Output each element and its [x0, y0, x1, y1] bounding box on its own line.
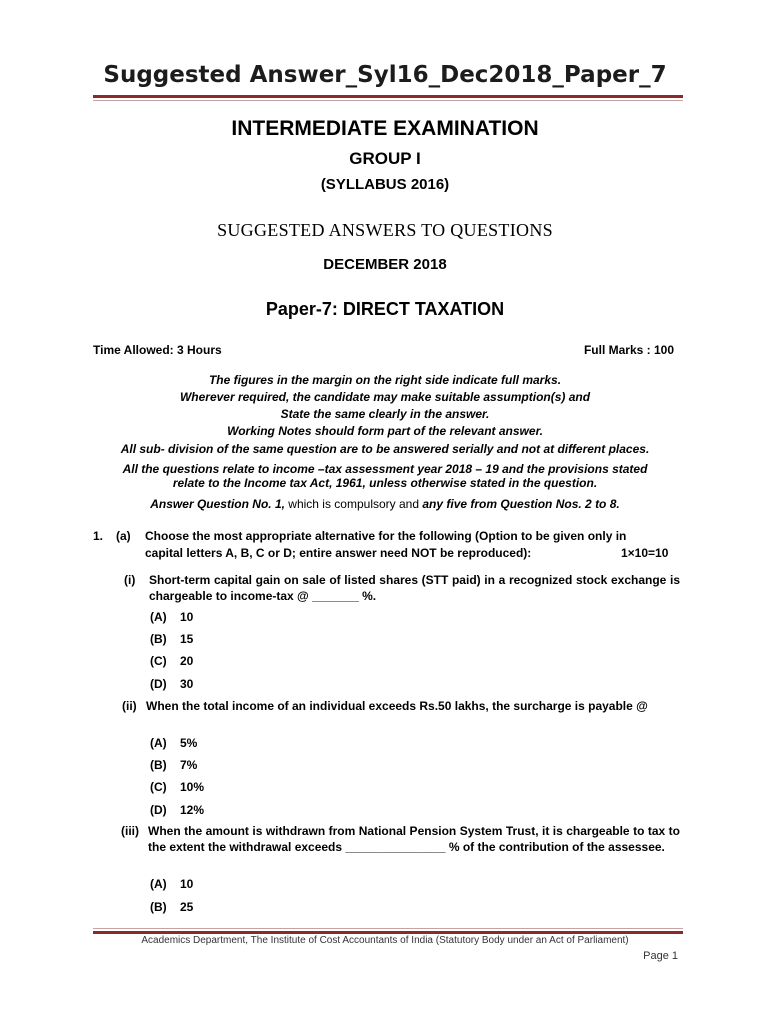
question-part: (a): [116, 529, 131, 543]
instruction-line: The figures in the margin on the right side indicate full marks.: [208, 373, 562, 387]
question-instruction-line1: Choose the most appropriate alternative for the following (Option to be given only in: [145, 529, 627, 543]
subquestion-text: When the amount is withdrawn from National Pension System Trust, it is chargeable to tax to the extent the withdrawal exceeds _______________ % of the contribution of the assessee.: [148, 824, 680, 854]
option-value: 10: [180, 610, 194, 624]
footer-rule-thin: [93, 928, 683, 929]
instruction-line: Working Notes should form part of the relevant answer.: [227, 424, 543, 438]
subquestion-number: (iii): [121, 824, 139, 838]
document-header-title: Suggested Answer_Syl16_Dec2018_Paper_7: [103, 62, 667, 88]
subquestion-number: (i): [124, 573, 136, 587]
option-label: (B): [150, 758, 167, 772]
option-label: (A): [150, 877, 167, 891]
footer-rule: [93, 931, 683, 934]
option-label: (C): [150, 654, 167, 668]
question-number: 1.: [93, 529, 104, 543]
instruction-line: All sub- division of the same question are to be answered serially and not at different places.: [120, 442, 650, 456]
option-label: (D): [150, 677, 167, 691]
option-value: 30: [180, 677, 194, 691]
option-value: 10: [180, 877, 194, 891]
instruction-line: State the same clearly in the answer.: [280, 407, 490, 421]
answer-instruction: [0, 497, 770, 511]
exam-month: DECEMBER 2018: [323, 256, 447, 273]
option-value: 15: [180, 632, 194, 646]
subquestion-number: (ii): [122, 699, 137, 713]
option-value: 10%: [180, 780, 205, 794]
full-marks: Full Marks : 100: [583, 343, 674, 357]
exam-title: INTERMEDIATE EXAMINATION: [231, 117, 539, 140]
header-rule-thin: [93, 100, 683, 101]
group-title: GROUP I: [349, 149, 421, 168]
option-label: (D): [150, 803, 167, 817]
answer-instruction-prefix: Answer Question No. 1,: [150, 497, 289, 511]
subquestion-text: When the total income of an individual exceeds Rs.50 lakhs, the surcharge is payable @: [146, 699, 648, 713]
footer-text: Academics Department, The Institute of Cost Accountants of India (Statutory Body under an Act of Parliament): [141, 935, 629, 946]
instruction-line: Wherever required, the candidate may make suitable assumption(s) and: [179, 390, 591, 404]
option-label: (C): [150, 780, 167, 794]
suggested-answers-title: SUGGESTED ANSWERS TO QUESTIONS: [217, 220, 553, 240]
answer-instruction-mid: which is compulsory and: [288, 497, 423, 511]
header-rule: [93, 95, 683, 98]
answer-instruction-suffix: any five from Question Nos. 2 to 8.: [422, 497, 620, 511]
option-label: (B): [150, 900, 167, 914]
question-marks: 1×10=10: [621, 546, 669, 560]
time-allowed: Time Allowed: 3 Hours: [93, 343, 222, 357]
instruction-line: relate to the Income tax Act, 1961, unless otherwise stated in the question.: [172, 476, 598, 490]
page-number: Page 1: [643, 950, 678, 962]
option-value: 5%: [180, 736, 198, 750]
syllabus-title: (SYLLABUS 2016): [320, 176, 450, 193]
option-value: 20: [180, 654, 194, 668]
option-label: (A): [150, 736, 167, 750]
option-value: 12%: [180, 803, 205, 817]
option-value: 7%: [180, 758, 198, 772]
paper-title: Paper-7: DIRECT TAXATION: [265, 299, 505, 319]
question-instruction-line2: capital letters A, B, C or D; entire answer need NOT be reproduced):: [145, 546, 532, 560]
subquestion-text: Short-term capital gain on sale of listed shares (STT paid) in a recognized stock exchange is chargeable to income-tax @ _______ %.: [149, 573, 680, 603]
instruction-line: All the questions relate to income –tax assessment year 2018 – 19 and the provisions stated: [122, 462, 648, 476]
option-label: (B): [150, 632, 167, 646]
option-label: (A): [150, 610, 167, 624]
option-value: 25: [180, 900, 194, 914]
